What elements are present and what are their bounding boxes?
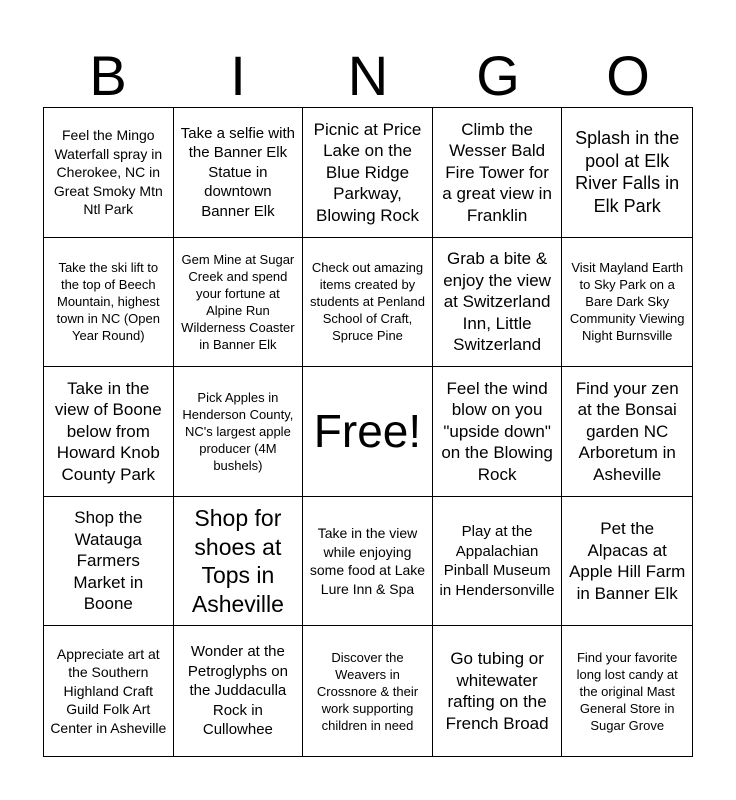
header-letter-n: N [347, 44, 389, 107]
free-space-cell[interactable]: Free! [303, 367, 433, 497]
bingo-cell[interactable]: Go tubing or whitewater rafting on the French Broad [433, 626, 563, 756]
bingo-cell[interactable]: Take the ski lift to the top of Beech Mountain, highest town in NC (Open Year Round) [44, 238, 174, 368]
bingo-cell[interactable]: Play at the Appalachian Pinball Museum in Hendersonville [433, 497, 563, 627]
bingo-cell[interactable]: Find your zen at the Bonsai garden NC Arboretum in Asheville [562, 367, 692, 497]
bingo-cell[interactable]: Take in the view while enjoying some food at Lake Lure Inn & Spa [303, 497, 433, 627]
bingo-cell[interactable]: Picnic at Price Lake on the Blue Ridge Parkway, Blowing Rock [303, 108, 433, 238]
bingo-cell[interactable]: Check out amazing items created by students at Penland School of Craft, Spruce Pine [303, 238, 433, 368]
bingo-cell[interactable]: Discover the Weavers in Crossnore & their work supporting children in need [303, 626, 433, 756]
bingo-cell[interactable]: Gem Mine at Sugar Creek and spend your fortune at Alpine Run Wilderness Coaster in Banner Elk [174, 238, 304, 368]
bingo-cell[interactable]: Shop the Watauga Farmers Market in Boone [44, 497, 174, 627]
bingo-grid [43, 107, 693, 757]
bingo-cell[interactable]: Grab a bite & enjoy the view at Switzerland Inn, Little Switzerland [433, 238, 563, 368]
bingo-cell[interactable]: Pet the Alpacas at Apple Hill Farm in Banner Elk [562, 497, 692, 627]
bingo-cell[interactable]: Pick Apples in Henderson County, NC's largest apple producer (4M bushels) [174, 367, 304, 497]
bingo-cell[interactable]: Feel the wind blow on you "upside down" on the Blowing Rock [433, 367, 563, 497]
bingo-cell[interactable]: Feel the Mingo Waterfall spray in Cherokee, NC in Great Smoky Mtn Ntl Park [44, 108, 174, 238]
bingo-cell[interactable]: Splash in the pool at Elk River Falls in Elk Park [562, 108, 692, 238]
bingo-header [43, 46, 693, 106]
bingo-cell[interactable]: Find your favorite long lost candy at the original Mast General Store in Sugar Grove [576, 649, 678, 733]
bingo-cell[interactable]: Take in the view of Boone below from Howard Knob County Park [44, 367, 174, 497]
bingo-cell[interactable]: Climb the Wesser Bald Fire Tower for a great view in Franklin [433, 108, 563, 238]
bingo-cell[interactable]: Visit Mayland Earth to Sky Park on a Bare Dark Sky Community Viewing Night Burnsville [562, 238, 692, 368]
header-letter-b: B [89, 44, 127, 107]
header-letter-i: I [230, 44, 246, 107]
bingo-cell[interactable]: Wonder at the Petroglyphs on the Juddaculla Rock in Cullowhee [174, 626, 304, 756]
bingo-cell[interactable]: Appreciate art at the Southern Highland Craft Guild Folk Art Center in Asheville [44, 626, 174, 756]
bingo-cell[interactable]: Shop for shoes at Tops in Asheville [174, 497, 304, 627]
bingo-cell[interactable]: Take a selfie with the Banner Elk Statue in downtown Banner Elk [174, 108, 304, 238]
header-letter-o: O [606, 44, 650, 107]
header-letter-g: G [476, 44, 520, 107]
